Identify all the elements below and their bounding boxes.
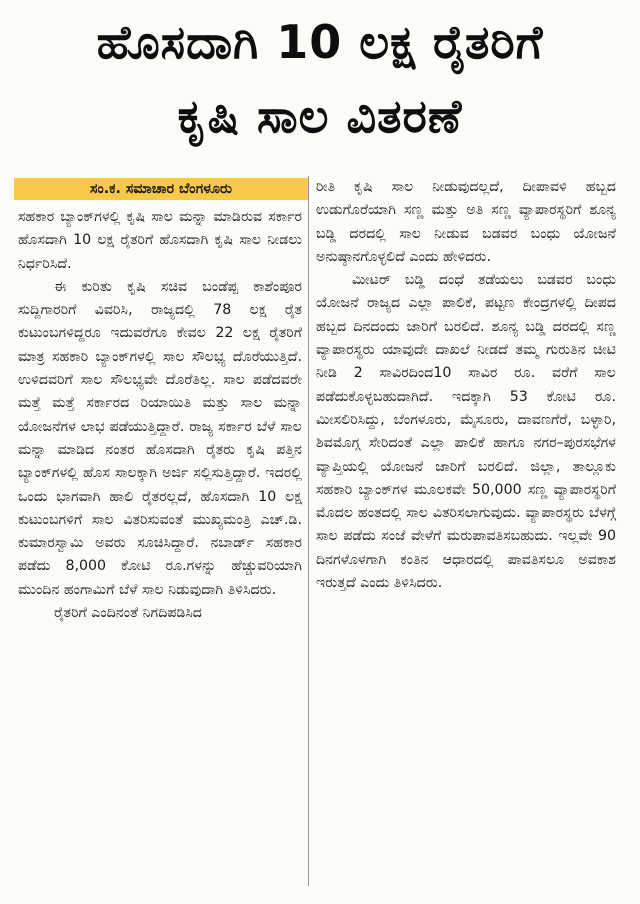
paragraph: ಸಹಕಾರ ಬ್ಯಾಂಕ್‌ಗಳಲ್ಲಿ ಕೃಷಿ ಸಾಲ ಮನ್ನಾ ಮಾಡಿರುವ ಸರ್ಕಾರ ಹೊಸದಾಗಿ 10 ಲಕ್ಷ ರೈತರಿಗೆ ಹೊಸದಾಗಿ ಕೃಷಿ ಸಾಲ ನೀಡಲು ನಿರ್ಧರಿಸಿದೆ. [18, 209, 302, 272]
paragraph: ರೀತಿ ಕೃಷಿ ಸಾಲ ನೀಡುವುದಲ್ಲದೆ, ದೀಪಾವಳಿ ಹಬ್ಬದ ಉಡುಗೊರೆಯಾಗಿ ಸಣ್ಣ ಮತ್ತು ಅತಿ ಸಣ್ಣ ವ್ಯಾಪಾರಸ್ಥರಿಗೆ ಶೂನ್ಯ ಬಡ್ಡಿ ದರದಲ್ಲಿ ಸಾಲ ನೀಡುವ ಬಡವರ ಬಂಧು ಯೋಜನೆ ಅನುಷ್ಠಾನಗೊಳ್ಳಲಿದೆ ಎಂದು ಹೇಳಿದರು. [316, 179, 616, 265]
article-column-right [316, 176, 616, 595]
byline: ಸಂ.ಕ. ಸಮಾಚಾರ ಬೆಂಗಳೂರು [14, 178, 308, 200]
article-column-left [18, 178, 302, 625]
paragraph: ರೈತರಿಗೆ ಎಂದಿನಂತೆ ನಿಗದಿಪಡಿಸಿದ [54, 605, 203, 622]
headline-line-2: ಕೃಷಿ ಸಾಲ ವಿತರಣೆ [177, 89, 463, 143]
headline-line-1: ಹೊಸದಾಗಿ 10 ಲಕ್ಷ ರೈತರಿಗೆ [96, 15, 544, 69]
column-divider [308, 176, 309, 886]
paragraph: ಈ ಕುರಿತು ಕೃಷಿ ಸಚಿವ ಬಂಡೆಪ್ಪ ಕಾಶೆಂಪೂರ ಸುದ್ದಿಗಾರರಿಗೆ ವಿವರಿಸಿ, ರಾಜ್ಯದಲ್ಲಿ 78 ಲಕ್ಷ ರೈತ ಕುಟುಂಬಗಳಿದ್ದರೂ ಇದುವರೆಗೂ ಕೇವಲ 22 ಲಕ್ಷ ರೈತರಿಗೆ ಮಾತ್ರ ಸಹಕಾರಿ ಬ್ಯಾಂಕ್‌ಗಳಲ್ಲಿ ಸಾಲ ಸೌಲಭ್ಯ ದೊರೆಯುತ್ತಿದೆ. ಉಳಿದವರಿಗೆ ಸಾಲ ಸೌಲಭ್ಯವೇ ದೊರೆತಿಲ್ಲ. ಸಾಲ ಪಡೆದವರೇ ಮತ್ತೆ ಮತ್ತೆ ಸರ್ಕಾರದ ರಿಯಾಯಿತಿ ಮತ್ತು ಸಾಲ ಮನ್ನಾ ಯೋಜನೆಗಳ ಲಾಭ ಪಡೆಯುತ್ತಿದ್ದಾರೆ. ರಾಜ್ಯ ಸರ್ಕಾರ ಬೆಳೆ ಸಾಲ ಮನ್ನಾ ಮಾಡಿದ ನಂತರ ಹೊಸದಾಗಿ ರೈತರು ಕೃಷಿ ಪತ್ತಿನ ಬ್ಯಾಂಕ್‌ಗಳಲ್ಲಿ ಹೊಸ ಸಾಲಕ್ಕಾಗಿ ಅರ್ಜಿ ಸಲ್ಲಿಸುತ್ತಿದ್ದಾರೆ. ಇದರಲ್ಲಿ ಒಂದು ಭಾಗವಾಗಿ ಹಾಲಿ ರೈತರಲ್ಲದೆ, ಹೊಸದಾಗಿ 10 ಲಕ್ಷ ಕುಟುಂಬಗಳಿಗೆ ಸಾಲ ವಿತರಿಸುವಂತೆ ಮುಖ್ಯಮಂತ್ರಿ ಎಚ್.ಡಿ. ಕುಮಾರಸ್ವಾಮಿ ಅವರು ಸೂಚಿಸಿದ್ದಾರೆ. ನಬಾರ್ಡ್ ಸಹಕಾರ ಪಡೆದು 8,000 ಕೋಟಿ ರೂ.ಗಳನ್ನು ಹೆಚ್ಚುವರಿಯಾಗಿ ಮುಂದಿನ ಹಂಗಾಮಿಗೆ ಬೆಳೆ ಸಾಲ ನಿಡುವುದಾಗಿ ತಿಳಿಸಿದರು. [18, 278, 302, 598]
paragraph: ಮೀಟರ್ ಬಡ್ಡಿ ದಂಧೆ ತಡೆಯಲು ಬಡವರ ಬಂಧು ಯೋಜನೆ ರಾಜ್ಯದ ಎಲ್ಲಾ ಪಾಲಿಕೆ, ಪಟ್ಟಣ ಕೇಂದ್ರಗಳಲ್ಲಿ ದೀಪದ ಹಬ್ಬದ ದಿನದಂದು ಜಾರಿಗೆ ಬರಲಿದೆ. ಶೂನ್ಯ ಬಡ್ಡಿ ದರದಲ್ಲಿ ಸಣ್ಣ ವ್ಯಾಪಾರಸ್ಥರು ಯಾವುದೇ ದಾಖಲೆ ನೀಡದೆ ತಮ್ಮ ಗುರುತಿನ ಚೀಟಿ ನೀಡಿ 2 ಸಾವಿರದಿಂದ10 ಸಾವಿರ ರೂ. ವರೆಗೆ ಸಾಲ ಪಡೆದುಕೊಳ್ಳಬಹುದಾಗಿದೆ. ಇದಕ್ಕಾಗಿ 53 ಕೋಟಿ ರೂ. ಮೀಸಲಿರಿಸಿದ್ದು, ಬೆಂಗಳೂರು, ಮೈಸೂರು, ದಾವಣಗೆರೆ, ಬಳ್ಳಾರಿ, ಶಿವಮೊಗ್ಗ ಸೇರಿದಂತೆ ಎಲ್ಲಾ ಪಾಲಿಕೆ ಹಾಗೂ ನಗರ–ಪುರಸಭೆಗಳ ವ್ಯಾಪ್ತಿಯಲ್ಲಿ ಯೋಜನೆ ಜಾರಿಗೆ ಬರಲಿದೆ. ಜಿಲ್ಲಾ, ತಾಲ್ಲೂಕು ಸಹಕಾರಿ ಬ್ಯಾಂಕ್‌ಗಳ ಮೂಲಕವೇ 50,000 ಸಣ್ಣ ವ್ಯಾಪಾರಸ್ಥರಿಗೆ ಮೊದಲ ಹಂತದಲ್ಲಿ ಸಾಲ ವಿತರಿಸಲಾಗುವುದು. ವ್ಯಾಪಾರಸ್ಥರು ಬೆಳಗ್ಗೆ ಸಾಲ ಪಡೆದು ಸಂಜೆ ವೇಳೆಗೆ ಮರುಪಾವತಿಸಬಹುದು. ಇಲ್ಲವೇ 90 ದಿನಗಳೊಳಗಾಗಿ ಕಂತಿನ ಆಧಾರದಲ್ಲಿ ಪಾವತಿಸಲೂ ಅವಕಾಶ ಇರುತ್ತದೆ ಎಂದು ತಿಳಿಸಿದರು. [316, 272, 616, 592]
headline [0, 0, 640, 170]
